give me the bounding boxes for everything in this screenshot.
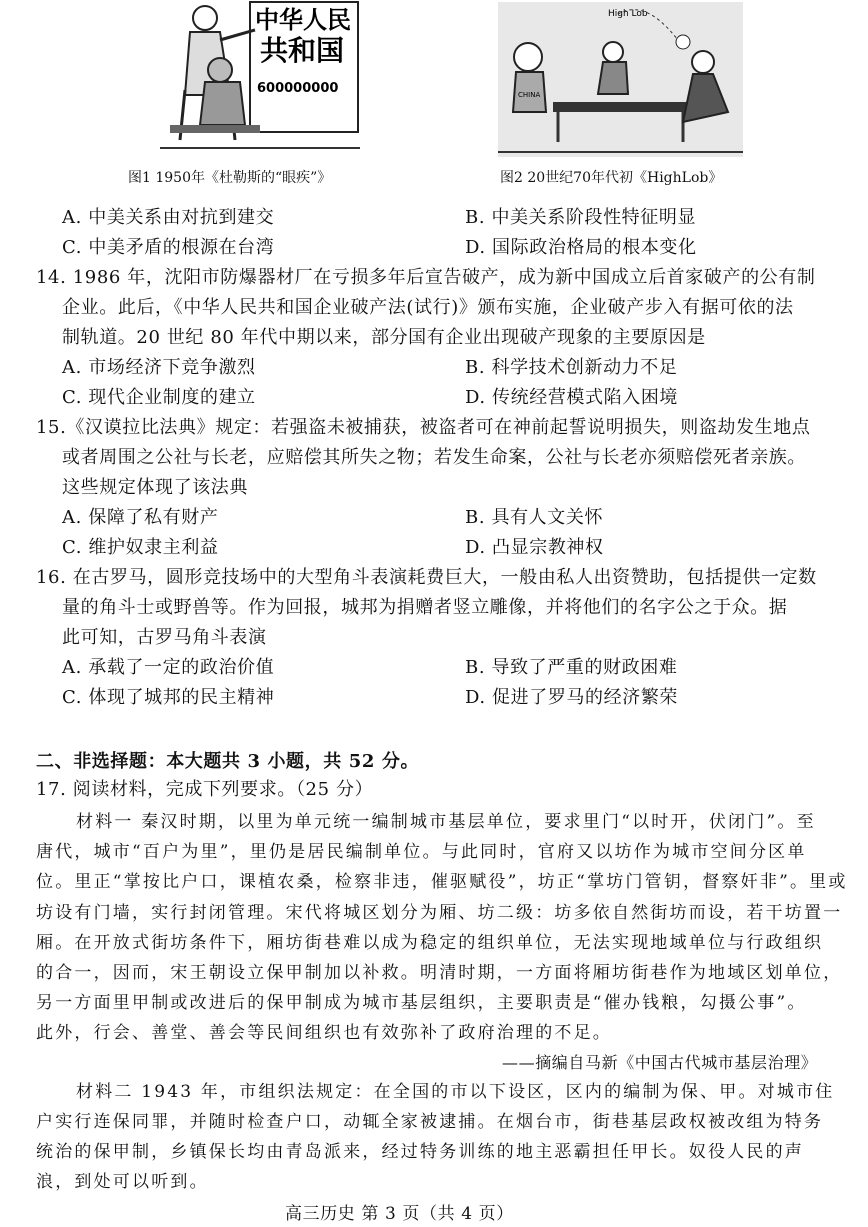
poster-line1: 中华人民 bbox=[255, 6, 351, 34]
q17-material2-line-4: 浪，到处可以听到。 bbox=[36, 1172, 209, 1192]
figure-2-caption: 图2 20世纪70年代初《HighLob》 bbox=[500, 170, 723, 186]
q17-material2-line-1: 材料二 1943 年，市组织法规定：在全国的市以下设区，区内的编制为保、甲。对城市住 bbox=[76, 1082, 835, 1102]
q16-line-1: 16. 在古罗马，圆形竞技场中的大型角斗表演耗费巨大，一般由私人出资赞助，包括提供一定数 bbox=[36, 567, 817, 588]
q14-option-b: B. 科学技术创新动力不足 bbox=[465, 357, 678, 378]
q16-option-d: D. 促进了罗马的经济繁荣 bbox=[465, 687, 679, 708]
page-footer: 高三历史 第 3 页（共 4 页） bbox=[285, 1204, 514, 1224]
figure-1-caption: 图1 1950年《杜勒斯的“眼疾”》 bbox=[128, 170, 332, 186]
poster-number: 600000000 bbox=[257, 81, 339, 96]
q17-material1-line-3: 位。里正“掌按比户口，课植农桑，检察非违，催驱赋役”，坊正“掌坊门管钥，督察奸非”。里或 bbox=[36, 872, 848, 892]
q14-line-3: 制轨道。20 世纪 80 年代中期以来，部分国有企业出现破产现象的主要原因是 bbox=[62, 327, 706, 348]
q14-option-a: A. 市场经济下竞争激烈 bbox=[62, 357, 256, 378]
q15-option-a: A. 保障了私有财产 bbox=[62, 507, 219, 528]
poster-line2: 共和国 bbox=[260, 34, 345, 67]
q14-option-c: C. 现代企业制度的建立 bbox=[62, 387, 256, 408]
q14-line-2: 企业。此后，《中华人民共和国企业破产法(试行)》颁布实施，企业破产步入有据可依的法 bbox=[62, 297, 794, 318]
q16-line-2: 量的角斗士或野兽等。作为回报，城邦为捐赠者竖立雕像，并将他们的名字公之于众。据 bbox=[62, 597, 788, 618]
q17-material1-line-8: 此外，行会、善堂、善会等民间组织也有效弥补了政府治理的不足。 bbox=[36, 1023, 612, 1043]
q15-line-3: 这些规定体现了该法典 bbox=[62, 477, 248, 498]
q17-material1-line-5: 厢。在开放式街坊条件下，厢坊街巷难以成为稳定的组织单位，无法实现地域单位与行政组织 bbox=[36, 933, 824, 953]
q15-line-1: 15.《汉谟拉比法典》规定：若强盗未被捕获，被盗者可在神前起誓说明损失，则盗劫发生地点 bbox=[36, 417, 811, 438]
q17-material1-line-6: 的合一，因而，宋王朝设立保甲制加以补救。明清时期，一方面将厢坊街巷作为地域区划单位， bbox=[36, 963, 843, 983]
section-2-title: 二、非选择题：本大题共 3 小题，共 52 分。 bbox=[36, 751, 420, 772]
cartoon-dulles-eye-disease bbox=[160, 0, 360, 155]
q15-line-2: 或者周围之公社与长老，应赔偿其所失之物；若发生命案，公社与长老亦须赔偿死者亲族。 bbox=[62, 447, 806, 468]
figure-2-cartoon bbox=[498, 2, 743, 157]
q13-option-d: D. 国际政治格局的根本变化 bbox=[465, 237, 697, 258]
q17-material1-line-4: 坊设有门墙，实行封闭管理。宋代将城区划分为厢、坊二级：坊多依自然街坊而设，若干坊置一 bbox=[36, 903, 843, 923]
q17-material1-source: ——摘编自马新《中国古代城市基层治理》 bbox=[502, 1053, 818, 1072]
figure-1-cartoon bbox=[160, 0, 360, 155]
q16-option-b: B. 导致了严重的财政困难 bbox=[465, 657, 678, 678]
q13-option-b: B. 中美关系阶段性特征明显 bbox=[465, 207, 697, 228]
q17-material2-line-3: 统治的保甲制，乡镇保长均由青岛派来，经过特务训练的地主恶霸担任甲长。奴役人民的声 bbox=[36, 1142, 804, 1162]
q17-material1-line-7: 另一方面里甲制或改进后的保甲制成为城市基层组织，主要职责是“催办钱粮，勾摄公事”。 bbox=[36, 993, 807, 1013]
q13-option-c: C. 中美矛盾的根源在台湾 bbox=[62, 237, 275, 258]
q16-line-3: 此可知，古罗马角斗表演 bbox=[62, 627, 267, 648]
banner-text: High Lob bbox=[608, 9, 648, 19]
q13-option-a: A. 中美关系由对抗到建交 bbox=[62, 207, 275, 228]
bag-label: CHINA bbox=[518, 91, 541, 99]
cartoon-high-lob bbox=[498, 2, 743, 157]
q15-option-c: C. 维护奴隶主利益 bbox=[62, 537, 219, 558]
q14-option-d: D. 传统经营模式陷入困境 bbox=[465, 387, 679, 408]
q17-material1-line-2: 唐代，城市“百户为里”，里仍是居民编制单位。与此同时，官府又以坊作为城市空间分区单 bbox=[36, 842, 807, 862]
q16-option-a: A. 承载了一定的政治价值 bbox=[62, 657, 275, 678]
q17-material2-line-2: 户实行连保同罪，并随时检查户口，动辄全家被逮捕。在烟台市，街巷基层政权被改组为特务 bbox=[36, 1112, 824, 1132]
q15-option-d: D. 凸显宗教神权 bbox=[465, 537, 604, 558]
q17-intro: 17. 阅读材料，完成下列要求。（25 分） bbox=[36, 779, 374, 800]
q16-option-c: C. 体现了城邦的民主精神 bbox=[62, 687, 275, 708]
q17-material1-line-1: 材料一 秦汉时期，以里为单元统一编制城市基层单位，要求里门“以时开，伏闭门”。至 bbox=[76, 812, 816, 832]
q15-option-b: B. 具有人文关怀 bbox=[465, 507, 604, 528]
q14-line-1: 14. 1986 年，沈阳市防爆器材厂在亏损多年后宣告破产，成为新中国成立后首家破产的公有制 bbox=[36, 267, 816, 288]
